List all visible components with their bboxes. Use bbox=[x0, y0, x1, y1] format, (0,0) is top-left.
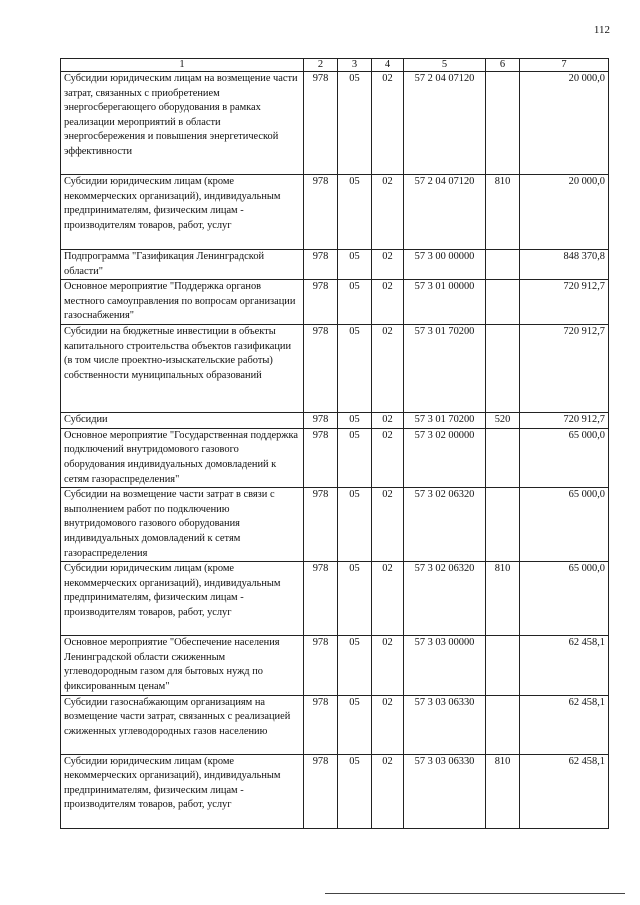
row-ministry-code: 978 bbox=[304, 562, 338, 636]
table-row bbox=[61, 636, 609, 695]
row-expense-type bbox=[486, 325, 520, 413]
row-subsection-code: 02 bbox=[372, 488, 404, 562]
row-target-article: 57 3 03 00000 bbox=[404, 636, 486, 695]
row-amount: 65 000,0 bbox=[520, 488, 609, 562]
table-row bbox=[61, 413, 609, 429]
col-header-1: 1 bbox=[61, 59, 304, 72]
row-target-article: 57 3 03 06330 bbox=[404, 754, 486, 828]
row-expense-type: 520 bbox=[486, 413, 520, 429]
row-section-code: 05 bbox=[338, 175, 372, 250]
row-subsection-code: 02 bbox=[372, 280, 404, 325]
row-name: Субсидии газоснабжающим организациям на возмещение части затрат, связанных с реализацией сжиженных углеводородных газов населению bbox=[61, 695, 304, 754]
table-row bbox=[61, 562, 609, 636]
row-target-article: 57 3 01 70200 bbox=[404, 325, 486, 413]
header-row bbox=[61, 59, 609, 72]
row-expense-type bbox=[486, 488, 520, 562]
row-amount: 65 000,0 bbox=[520, 562, 609, 636]
row-ministry-code: 978 bbox=[304, 280, 338, 325]
row-amount: 720 912,7 bbox=[520, 325, 609, 413]
row-amount: 720 912,7 bbox=[520, 280, 609, 325]
row-subsection-code: 02 bbox=[372, 325, 404, 413]
col-header-7: 7 bbox=[520, 59, 609, 72]
table-row bbox=[61, 754, 609, 828]
row-subsection-code: 02 bbox=[372, 754, 404, 828]
row-subsection-code: 02 bbox=[372, 175, 404, 250]
row-subsection-code: 02 bbox=[372, 695, 404, 754]
row-target-article: 57 3 02 00000 bbox=[404, 428, 486, 487]
row-target-article: 57 3 03 06330 bbox=[404, 695, 486, 754]
row-expense-type bbox=[486, 695, 520, 754]
row-section-code: 05 bbox=[338, 636, 372, 695]
table-row bbox=[61, 175, 609, 250]
row-expense-type bbox=[486, 72, 520, 175]
row-name: Субсидии юридическим лицам на возмещение части затрат, связанных с приобретением энергосберегающего оборудования в рамках реализации мероприятий в области энергосбережения и повышения энергетической эффективности bbox=[61, 72, 304, 175]
row-section-code: 05 bbox=[338, 428, 372, 487]
row-ministry-code: 978 bbox=[304, 428, 338, 487]
row-expense-type bbox=[486, 428, 520, 487]
row-ministry-code: 978 bbox=[304, 413, 338, 429]
col-header-4: 4 bbox=[372, 59, 404, 72]
row-section-code: 05 bbox=[338, 562, 372, 636]
table-row bbox=[61, 250, 609, 280]
row-section-code: 05 bbox=[338, 413, 372, 429]
row-name: Субсидии на бюджетные инвестиции в объекты капитального строительства объектов газификации (в том числе проектно-изыскательские работы) собственности муниципальных образований bbox=[61, 325, 304, 413]
row-amount: 62 458,1 bbox=[520, 636, 609, 695]
row-target-article: 57 3 02 06320 bbox=[404, 488, 486, 562]
table-row bbox=[61, 488, 609, 562]
row-ministry-code: 978 bbox=[304, 175, 338, 250]
row-amount: 62 458,1 bbox=[520, 695, 609, 754]
row-name: Подпрограмма "Газификация Ленинградской области" bbox=[61, 250, 304, 280]
row-target-article: 57 3 01 70200 bbox=[404, 413, 486, 429]
row-amount: 65 000,0 bbox=[520, 428, 609, 487]
row-amount: 62 458,1 bbox=[520, 754, 609, 828]
row-target-article: 57 2 04 07120 bbox=[404, 72, 486, 175]
row-ministry-code: 978 bbox=[304, 72, 338, 175]
row-amount: 20 000,0 bbox=[520, 72, 609, 175]
col-header-3: 3 bbox=[338, 59, 372, 72]
row-subsection-code: 02 bbox=[372, 562, 404, 636]
row-expense-type bbox=[486, 250, 520, 280]
row-ministry-code: 978 bbox=[304, 325, 338, 413]
row-amount: 848 370,8 bbox=[520, 250, 609, 280]
row-expense-type: 810 bbox=[486, 562, 520, 636]
row-expense-type bbox=[486, 280, 520, 325]
col-header-2: 2 bbox=[304, 59, 338, 72]
row-name: Основное мероприятие "Поддержка органов местного самоуправления по вопросам организации газоснабжения" bbox=[61, 280, 304, 325]
row-section-code: 05 bbox=[338, 754, 372, 828]
row-expense-type: 810 bbox=[486, 175, 520, 250]
row-subsection-code: 02 bbox=[372, 72, 404, 175]
row-section-code: 05 bbox=[338, 695, 372, 754]
table-row bbox=[61, 280, 609, 325]
row-name: Субсидии юридическим лицам (кроме некоммерческих организаций), индивидуальным предпринимателям, физическим лицам - производителям товаров, работ, услуг bbox=[61, 562, 304, 636]
row-target-article: 57 3 02 06320 bbox=[404, 562, 486, 636]
row-subsection-code: 02 bbox=[372, 428, 404, 487]
row-section-code: 05 bbox=[338, 325, 372, 413]
row-target-article: 57 3 00 00000 bbox=[404, 250, 486, 280]
row-name: Основное мероприятие "Государственная поддержка подключений внутридомового газового оборудования индивидуальных домовладений к сетям газораспределения" bbox=[61, 428, 304, 487]
table-row bbox=[61, 325, 609, 413]
row-amount: 720 912,7 bbox=[520, 413, 609, 429]
row-target-article: 57 3 01 00000 bbox=[404, 280, 486, 325]
table-row bbox=[61, 428, 609, 487]
row-expense-type bbox=[486, 636, 520, 695]
row-section-code: 05 bbox=[338, 72, 372, 175]
row-subsection-code: 02 bbox=[372, 636, 404, 695]
row-section-code: 05 bbox=[338, 488, 372, 562]
row-name: Субсидии юридическим лицам (кроме некоммерческих организаций), индивидуальным предпринимателям, физическим лицам - производителям товаров, работ, услуг bbox=[61, 754, 304, 828]
budget-table bbox=[60, 58, 609, 829]
row-name: Субсидии bbox=[61, 413, 304, 429]
row-target-article: 57 2 04 07120 bbox=[404, 175, 486, 250]
row-ministry-code: 978 bbox=[304, 754, 338, 828]
row-ministry-code: 978 bbox=[304, 488, 338, 562]
row-section-code: 05 bbox=[338, 250, 372, 280]
row-name: Субсидии юридическим лицам (кроме некоммерческих организаций), индивидуальным предпринимателям, физическим лицам - производителям товаров, работ, услуг bbox=[61, 175, 304, 250]
row-ministry-code: 978 bbox=[304, 695, 338, 754]
row-amount: 20 000,0 bbox=[520, 175, 609, 250]
page-number: 112 bbox=[593, 24, 610, 36]
col-header-6: 6 bbox=[486, 59, 520, 72]
row-name: Субсидии на возмещение части затрат в связи с выполнением работ по подключению внутридомового газового оборудования индивидуальных домовладений к сетям газораспределения bbox=[61, 488, 304, 562]
row-name: Основное мероприятие "Обеспечение населения Ленинградской области сжиженным углеводородным газом для бытовых нужд по фиксированным ценам" bbox=[61, 636, 304, 695]
table-row bbox=[61, 695, 609, 754]
row-ministry-code: 978 bbox=[304, 250, 338, 280]
row-subsection-code: 02 bbox=[372, 413, 404, 429]
row-ministry-code: 978 bbox=[304, 636, 338, 695]
row-expense-type: 810 bbox=[486, 754, 520, 828]
page-bottom-rule bbox=[325, 893, 625, 894]
col-header-5: 5 bbox=[404, 59, 486, 72]
row-subsection-code: 02 bbox=[372, 250, 404, 280]
table-row bbox=[61, 72, 609, 175]
row-section-code: 05 bbox=[338, 280, 372, 325]
